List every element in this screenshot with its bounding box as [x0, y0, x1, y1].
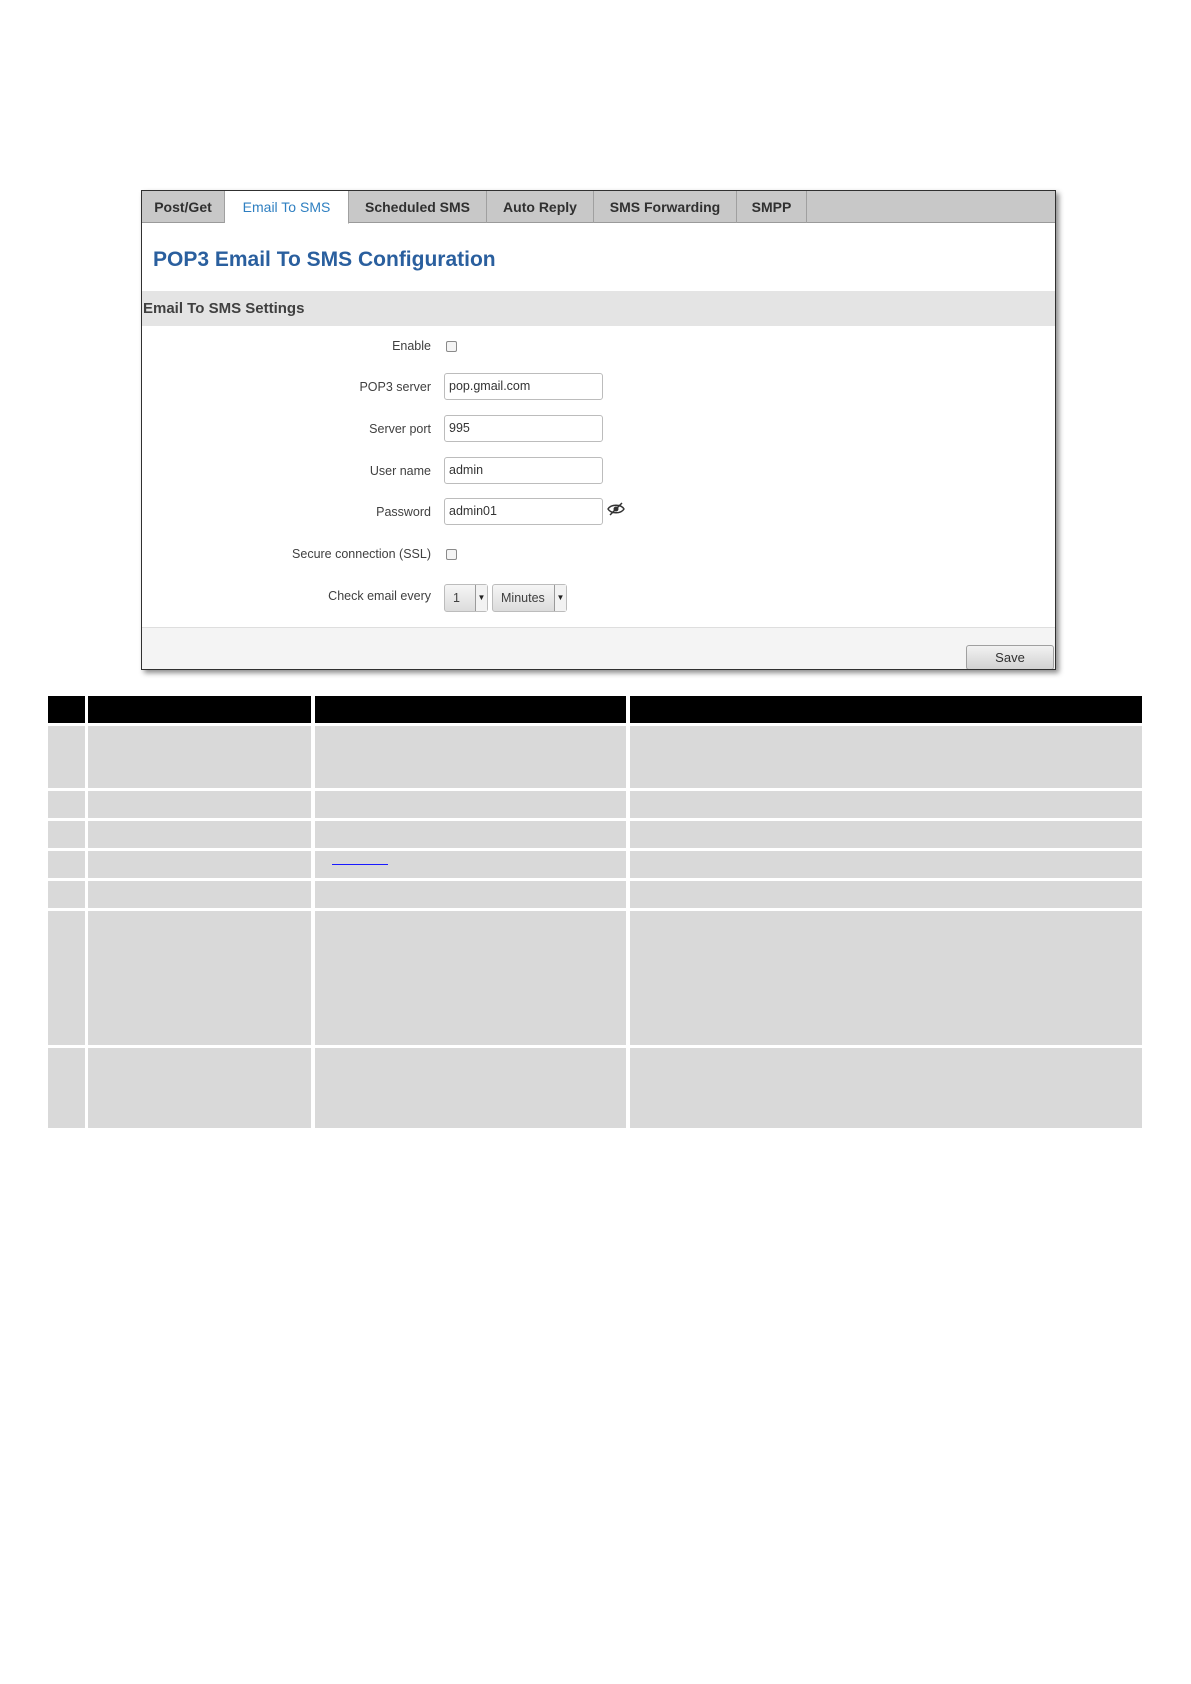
table-link[interactable] — [332, 864, 388, 865]
tab-email-to-sms[interactable]: Email To SMS — [225, 191, 349, 224]
password-label: Password — [376, 505, 431, 519]
table-cell — [48, 911, 85, 1045]
table-header-cell — [315, 696, 626, 723]
table-cell — [630, 791, 1142, 818]
table-cell — [88, 1048, 311, 1128]
tab-auto-reply[interactable]: Auto Reply — [487, 191, 594, 223]
table-cell — [88, 821, 311, 848]
table-cell — [48, 821, 85, 848]
table-cell — [630, 821, 1142, 848]
check-email-label: Check email every — [328, 589, 431, 603]
table-cell — [88, 851, 311, 878]
server-port-label: Server port — [369, 422, 431, 436]
enable-checkbox[interactable] — [446, 341, 457, 352]
check-unit-select[interactable] — [492, 584, 567, 612]
table-cell — [315, 791, 626, 818]
table-cell — [630, 726, 1142, 788]
table-cell — [315, 911, 626, 1045]
table-cell — [315, 821, 626, 848]
table-row — [48, 1048, 1142, 1128]
user-name-input[interactable]: admin — [444, 457, 603, 484]
pop3-server-label: POP3 server — [359, 380, 431, 394]
table-cell — [48, 791, 85, 818]
table-cell — [88, 881, 311, 908]
table-row — [48, 791, 1142, 818]
screenshot-panel — [141, 190, 1056, 670]
password-input[interactable]: admin01 — [444, 498, 603, 525]
check-interval-value: 1 — [453, 591, 460, 605]
ssl-label: Secure connection (SSL) — [292, 547, 431, 561]
tab-sms-forwarding[interactable]: SMS Forwarding — [594, 191, 737, 223]
ssl-checkbox[interactable] — [446, 549, 457, 560]
footer-bar — [142, 627, 1055, 670]
user-name-label: User name — [369, 464, 431, 478]
table-cell — [48, 881, 85, 908]
pop3-server-input[interactable]: pop.gmail.com — [444, 373, 603, 400]
tab-scheduled-sms[interactable]: Scheduled SMS — [349, 191, 487, 223]
section-header: Email To SMS Settings — [142, 291, 1055, 326]
eye-slash-icon[interactable] — [607, 502, 625, 516]
table-header-cell — [630, 696, 1142, 723]
table-cell — [630, 1048, 1142, 1128]
table-cell — [315, 881, 626, 908]
table-cell — [630, 881, 1142, 908]
table-cell — [88, 911, 311, 1045]
chevron-down-icon: ▼ — [475, 585, 487, 611]
table-cell — [48, 1048, 85, 1128]
table-cell — [88, 726, 311, 788]
chevron-down-icon: ▼ — [554, 585, 566, 611]
table-row — [48, 881, 1142, 908]
table-cell — [48, 726, 85, 788]
table-row — [48, 726, 1142, 788]
check-unit-value: Minutes — [501, 591, 545, 605]
enable-label: Enable — [392, 339, 431, 353]
table-cell — [315, 851, 626, 878]
save-button[interactable]: Save — [966, 645, 1054, 670]
table-header-cell — [88, 696, 311, 723]
table-cell — [48, 851, 85, 878]
table-cell — [88, 791, 311, 818]
tab-smpp[interactable]: SMPP — [737, 191, 807, 223]
tab-bar — [142, 191, 1055, 223]
table-row — [48, 821, 1142, 848]
server-port-input[interactable]: 995 — [444, 415, 603, 442]
check-interval-select[interactable] — [444, 584, 488, 612]
table-row — [48, 911, 1142, 1045]
table-header-cell — [48, 696, 85, 723]
page-title: POP3 Email To SMS Configuration — [153, 248, 496, 271]
table-cell — [630, 851, 1142, 878]
table-cell — [315, 1048, 626, 1128]
table-row — [48, 851, 1142, 878]
table-cell — [630, 911, 1142, 1045]
table-cell — [315, 726, 626, 788]
tab-post-get[interactable]: Post/Get — [142, 191, 225, 223]
table-header-row — [48, 696, 1142, 723]
